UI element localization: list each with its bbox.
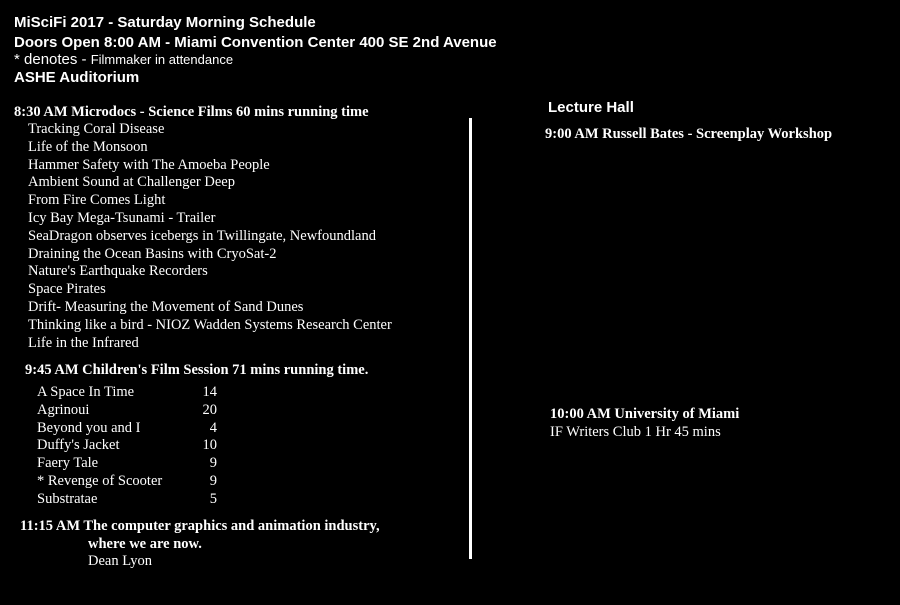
film-item: Draining the Ocean Basins with CryoSat-2 bbox=[28, 245, 277, 262]
university-event-detail: IF Writers Club 1 Hr 45 mins bbox=[550, 424, 721, 440]
film-minutes: 9 bbox=[209, 472, 217, 489]
film-minutes: 14 bbox=[202, 384, 217, 400]
film-minutes: 10 bbox=[202, 437, 217, 454]
university-event-title: 10:00 AM University of Miami bbox=[550, 406, 740, 422]
childrens-session-title: 9:45 AM Children's Film Session 71 mins running time. bbox=[25, 362, 369, 378]
film-item: Hammer Safety with The Amoeba People bbox=[28, 156, 270, 173]
film-title: Agrinoui bbox=[37, 401, 90, 418]
film-minutes: 20 bbox=[202, 401, 217, 418]
film-title: Beyond you and I bbox=[37, 419, 141, 436]
microdocs-session-title: 8:30 AM Microdocs - Science Films 60 mins running time bbox=[14, 104, 369, 120]
film-item: Tracking Coral Disease bbox=[28, 121, 165, 137]
film-item: SeaDragon observes icebergs in Twillingate, Newfoundland bbox=[28, 227, 376, 244]
column-divider bbox=[469, 118, 472, 559]
film-minutes: 4 bbox=[209, 419, 217, 436]
schedule-title: MiSciFi 2017 - Saturday Morning Schedule bbox=[14, 14, 316, 31]
lecture-hall-heading: Lecture Hall bbox=[548, 99, 634, 116]
legend-text: Filmmaker in attendance bbox=[90, 52, 234, 67]
microdocs-film-list bbox=[28, 121, 392, 352]
film-item: Nature's Earthquake Recorders bbox=[28, 263, 208, 280]
graphics-session-title: 11:15 AM The computer graphics and animation industry, bbox=[20, 518, 380, 534]
film-item: Life in the Infrared bbox=[28, 334, 139, 351]
film-item: Space Pirates bbox=[28, 281, 106, 298]
film-item: Icy Bay Mega-Tsunami - Trailer bbox=[28, 209, 216, 226]
film-title: A Space In Time bbox=[37, 384, 135, 400]
film-title: * Revenge of Scooter bbox=[37, 472, 163, 489]
speaker-name: Dean Lyon bbox=[88, 553, 153, 569]
film-title: Substratae bbox=[37, 490, 98, 507]
legend bbox=[14, 51, 233, 68]
film-item: Drift- Measuring the Movement of Sand Dunes bbox=[28, 298, 304, 315]
film-item: Life of the Monsoon bbox=[28, 138, 148, 155]
auditorium-heading: ASHE Auditorium bbox=[14, 69, 140, 86]
graphics-session-title-line2: where we are now. bbox=[88, 536, 202, 552]
workshop-event: 9:00 AM Russell Bates - Screenplay Workshop bbox=[545, 126, 833, 142]
film-minutes: 5 bbox=[209, 490, 217, 507]
film-item: Thinking like a bird - NIOZ Wadden Systems Research Center bbox=[28, 316, 392, 333]
film-title: Faery Tale bbox=[37, 455, 99, 472]
doors-open-info: Doors Open 8:00 AM - Miami Convention Center 400 SE 2nd Avenue bbox=[14, 34, 497, 51]
film-title: Duffy's Jacket bbox=[37, 437, 120, 454]
film-minutes: 9 bbox=[209, 455, 217, 472]
film-item: From Fire Comes Light bbox=[28, 192, 166, 209]
film-item: Ambient Sound at Challenger Deep bbox=[28, 174, 235, 191]
legend-symbol: * denotes - bbox=[14, 51, 87, 68]
